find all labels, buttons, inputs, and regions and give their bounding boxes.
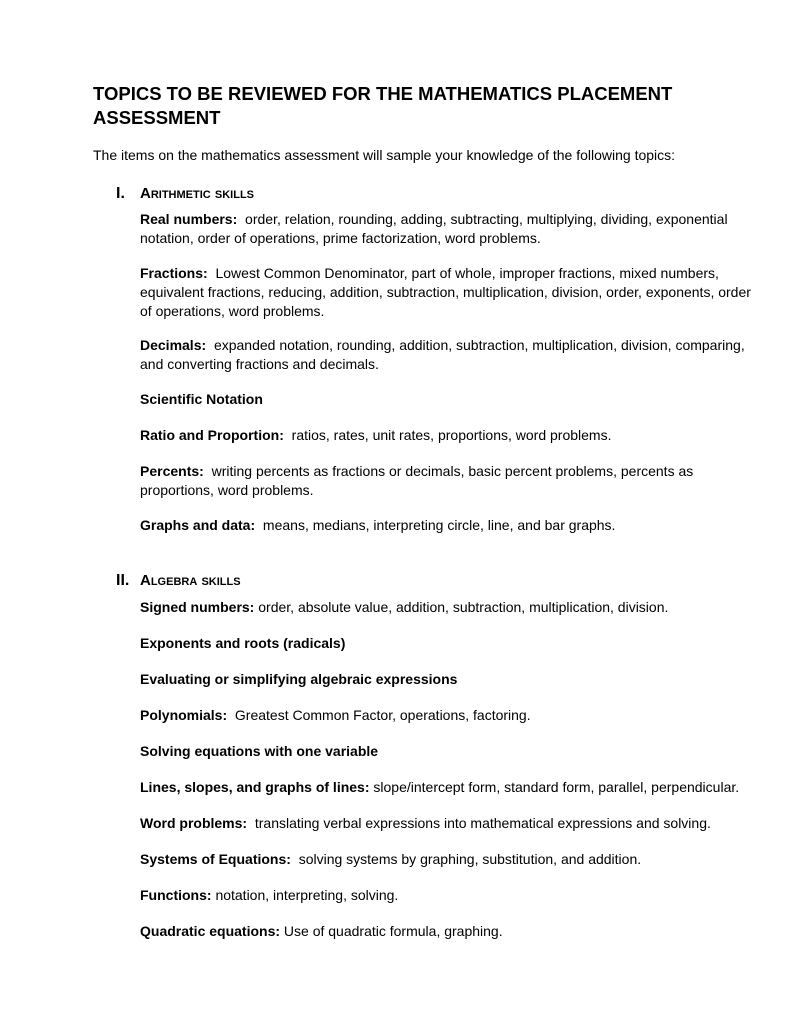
topic-text: Use of quadratic formula, graphing. (283, 923, 503, 939)
page-title: TOPICS TO BE REVIEWED FOR THE MATHEMATICS PLACEMENT ASSESSMENT (93, 83, 673, 128)
topic-label: Functions: (140, 887, 212, 903)
topic-label: Solving equations with one variable (140, 743, 379, 759)
topic-quadratic-equations (140, 922, 752, 941)
topic-label: Real numbers: (140, 211, 238, 227)
topic-label: Scientific Notation (140, 391, 263, 407)
section-numeral: II. (116, 572, 130, 589)
topic-label: Systems of Equations: (140, 851, 291, 867)
topic-label: Evaluating or simplifying algebraic expressions (140, 671, 458, 687)
topic-label: Word problems: (140, 815, 248, 831)
topic-real-numbers (140, 210, 752, 248)
section-numeral: I. (116, 185, 125, 202)
topic-text: translating verbal expressions into mathematical expressions and solving. (254, 815, 711, 831)
topic-scientific-notation (140, 390, 752, 409)
topic-text: order, absolute value, addition, subtraction, multiplication, division. (258, 599, 669, 615)
topic-lines-slopes (140, 778, 752, 797)
topic-graphs-data (140, 516, 752, 535)
topic-label: Ratio and Proportion: (140, 427, 284, 443)
topic-label: Percents: (140, 463, 204, 479)
topic-algebraic-expressions (140, 670, 752, 689)
topic-systems-equations (140, 850, 752, 869)
topic-polynomials (140, 706, 752, 725)
topic-solving-equations (140, 742, 752, 761)
topic-text: order, relation, rounding, adding, subtracting, multiplying, dividing, exponential notation, order of operations, prime factorization, word problems. (140, 211, 728, 246)
section-heading-arithmetic (116, 184, 716, 203)
section-heading-algebra (116, 571, 716, 590)
topic-text: notation, interpreting, solving. (215, 887, 399, 903)
topic-text: solving systems by graphing, substitution, and addition. (298, 851, 642, 867)
topic-text: writing percents as fractions or decimals, basic percent problems, percents as proportions, word problems. (140, 463, 694, 498)
topic-functions (140, 886, 752, 905)
topic-text: Lowest Common Denominator, part of whole, improper fractions, mixed numbers, equivalent fractions, reducing, addition, subtraction, multiplication, division, order, exponents, order of operations, word problems. (140, 265, 751, 319)
topic-label: Decimals: (140, 337, 207, 353)
topic-exponents-roots (140, 634, 752, 653)
topic-label: Graphs and data: (140, 517, 256, 533)
topic-percents (140, 462, 752, 500)
topic-label: Polynomials: (140, 707, 228, 723)
topic-signed-numbers (140, 598, 752, 617)
topic-decimals (140, 336, 752, 374)
topic-word-problems (140, 814, 752, 833)
topic-text: expanded notation, rounding, addition, subtraction, multiplication, division, comparing, and converting fractions and decimals. (140, 337, 745, 372)
topic-text: slope/intercept form, standard form, parallel, perpendicular. (373, 779, 740, 795)
topic-text: means, medians, interpreting circle, line, and bar graphs. (262, 517, 616, 533)
topic-label: Lines, slopes, and graphs of lines: (140, 779, 370, 795)
section-name: Arithmetic skills (140, 185, 254, 202)
topic-fractions (140, 264, 752, 321)
topic-text: Greatest Common Factor, operations, factoring. (234, 707, 531, 723)
topic-text: ratios, rates, unit rates, proportions, word problems. (291, 427, 612, 443)
section-name: Algebra skills (140, 572, 241, 589)
topic-label: Signed numbers: (140, 599, 255, 615)
topic-label: Exponents and roots (radicals) (140, 635, 346, 651)
topic-label: Quadratic equations: (140, 923, 281, 939)
topic-ratio-proportion (140, 426, 752, 445)
topic-label: Fractions: (140, 265, 208, 281)
intro-paragraph: The items on the mathematics assessment will sample your knowledge of the following topics: (93, 147, 676, 163)
